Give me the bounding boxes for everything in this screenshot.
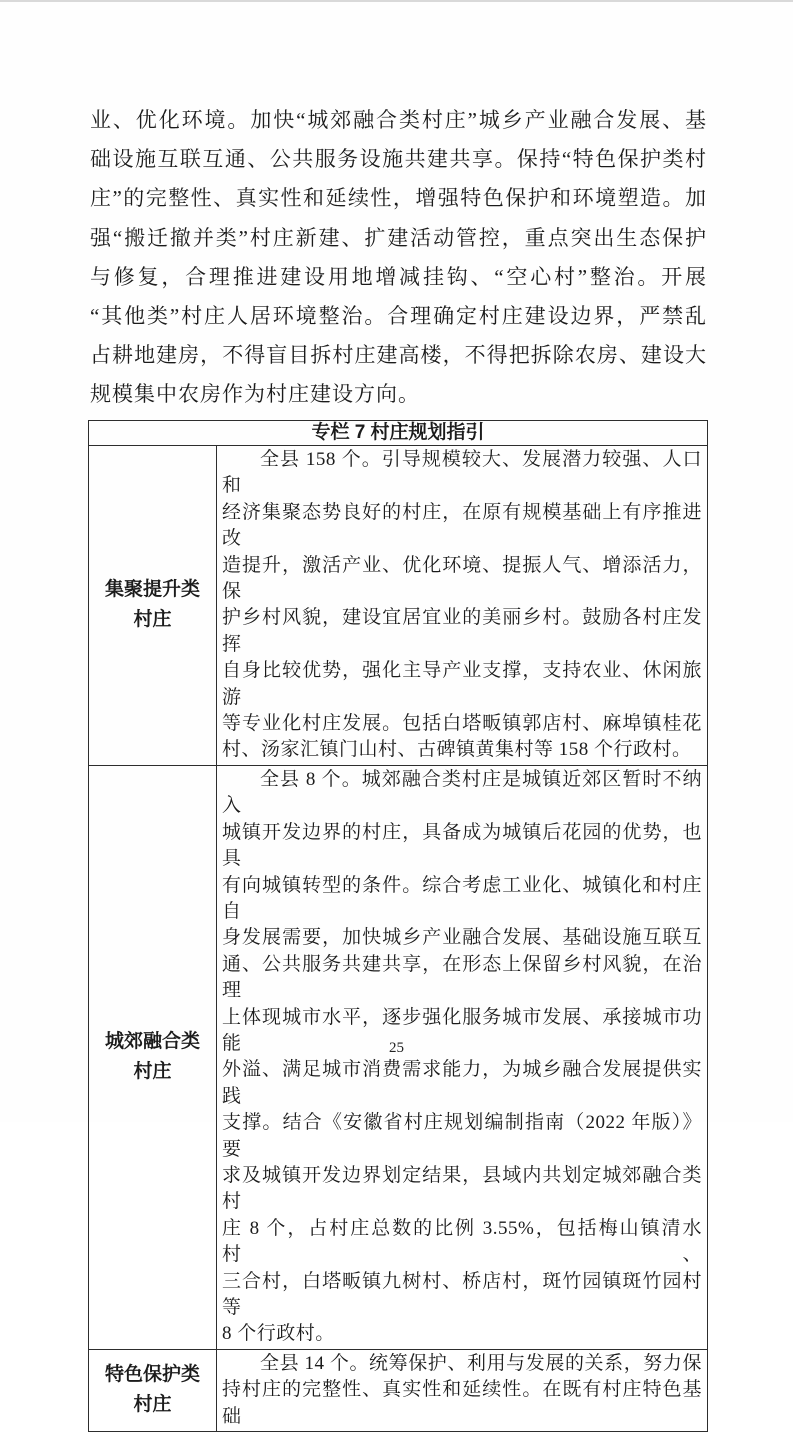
text-line: 村、汤家汇镇门山村、古碑镇黄集村等 158 个行政村。: [222, 739, 692, 761]
text-line: 庄 8 个，占村庄总数的比例 3.55%，包括梅山镇清水村、: [222, 1217, 702, 1266]
text-line: 护乡村风貌，建设宜居宜业的美丽乡村。鼓励各村庄发挥: [222, 607, 702, 655]
text-line: 村庄: [133, 1061, 172, 1083]
text-line: 自身比较优势，强化主导产业支撑，支持农业、休闲旅游: [222, 660, 702, 708]
text-line: 求及城镇开发边界划定结果，县域内共划定城郊融合类村: [222, 1164, 702, 1213]
text-line: 城镇开发边界的村庄，具备成为城镇后花园的优势，也具: [222, 821, 702, 870]
text-line: 上体现城市水平，逐步强化服务城市发展、承接城市功能: [222, 1006, 702, 1054]
text-line: 持村庄的完整性、真实性和延续性。在既有村庄特色基础: [222, 1379, 702, 1427]
table-row-special-protection: [89, 1349, 708, 1431]
text-line: 占耕地建房，不得盲目拆村庄建高楼，不得把拆除农房、建设大: [90, 343, 707, 368]
page-number: 25: [389, 1040, 404, 1056]
text-line: 全县 8 个。城郊融合类村庄是城镇近郊区暂时不纳入: [222, 768, 702, 817]
body-paragraph: [90, 101, 707, 415]
description-text: [222, 447, 702, 764]
text-line: 与修复，合理推进建设用地增减挂钩、“空心村”整治。开展: [90, 264, 707, 289]
text-line: 庄”的完整性、真实性和延续性，增强特色保护和环境塑造。加: [90, 186, 707, 211]
text-line: 全县 14 个。统筹保护、利用与发展的关系，努力保: [260, 1352, 702, 1374]
text-line: 集聚提升类: [104, 579, 200, 601]
text-line: 通、公共服务共建共享，在形态上保留乡村风貌，在治理: [222, 953, 702, 1002]
text-line: “其他类”村庄人居环境整治。合理确定村庄建设边界，严禁乱: [90, 304, 707, 329]
text-line: 特色保护类: [104, 1364, 200, 1386]
category-cell-suburban-integration: [89, 765, 217, 1349]
description-text: [222, 1351, 702, 1430]
scan-edge-line: [0, 0, 793, 2]
text-line: 身发展需要，加快城乡产业融合发展、基础设施互联互: [222, 927, 702, 949]
text-line: 村庄: [133, 609, 172, 631]
text-line: 造提升，激活产业、优化环境、提振人气、增添活力，保: [222, 554, 702, 603]
category-cell-special-protection: [89, 1349, 217, 1431]
text-line: 经济集聚态势良好的村庄，在原有规模基础上有序推进改: [222, 501, 702, 550]
text-line: 外溢、满足城市消费需求能力，为城乡融合发展提供实践: [222, 1059, 702, 1107]
panel-title-row: [89, 421, 708, 446]
text-line: 有向城镇转型的条件。综合考虑工业化、城镇化和村庄自: [222, 874, 702, 922]
text-line: 村庄: [133, 1394, 172, 1416]
text-line: 城郊融合类: [104, 1031, 200, 1053]
text-line: 规模集中农房作为村庄建设方向。: [90, 382, 420, 407]
table-row-suburban-integration: [89, 765, 708, 1349]
description-cell-suburban-integration: [217, 765, 708, 1349]
description-text: [222, 767, 702, 1348]
description-cell-cluster-upgrade: [217, 446, 708, 766]
text-line: 全县 158 个。引导规模较大、发展潜力较强、人口和: [222, 449, 702, 497]
village-planning-panel-table: [88, 420, 708, 1432]
text-line: 业、优化环境。加快“城郊融合类村庄”城乡产业融合发展、基: [90, 108, 707, 132]
category-cell-cluster-upgrade: [89, 446, 217, 766]
description-cell-special-protection: [217, 1349, 708, 1431]
table-row-cluster-upgrade: [89, 446, 708, 766]
text-line: 支撑。结合《安徽省村庄规划编制指南（2022 年版）》要: [222, 1112, 702, 1160]
panel-title: 专栏 7 村庄规划指引: [89, 421, 708, 446]
text-line: 三合村，白塔畈镇九树村、桥店村，斑竹园镇斑竹园村等: [222, 1270, 702, 1318]
text-line: 强“搬迁撤并类”村庄新建、扩建活动管控，重点突出生态保护: [90, 225, 707, 250]
text-line: 8 个行政村。: [222, 1323, 335, 1345]
text-line: 等专业化村庄发展。包括白塔畈镇郭店村、麻埠镇桂花: [222, 713, 702, 735]
text-line: 础设施互联互通、公共服务设施共建共享。保持“特色保护类村: [90, 147, 707, 172]
